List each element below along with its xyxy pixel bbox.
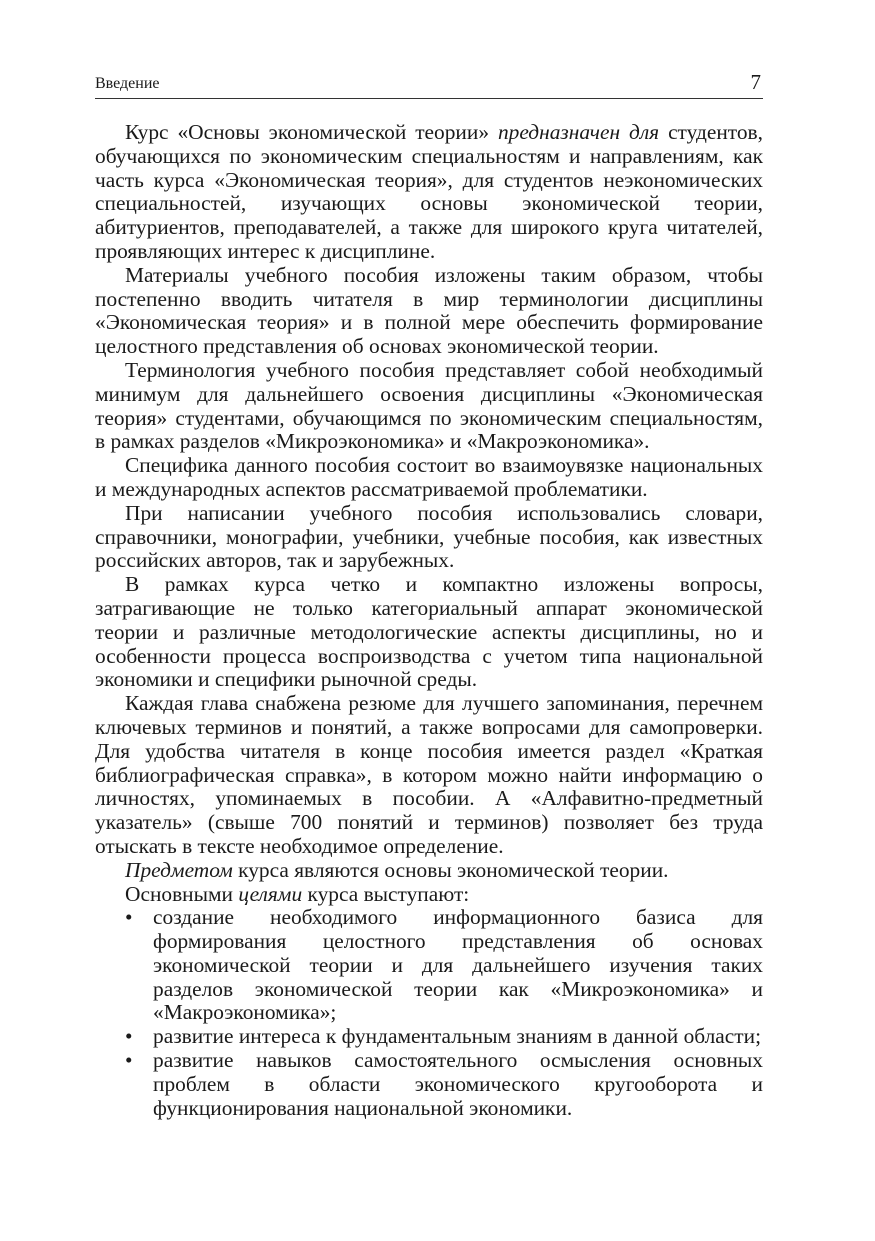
list-item: • развитие навыков самостоятельного осмысления основных проблем в области экономического кругооборота и функционирования национальной экономики. xyxy=(125,1048,763,1120)
body-text xyxy=(95,121,763,1120)
paragraph-specifics: Специфика данного пособия состоит во взаимоувязке национальных и международных аспектов рассматриваемой проблематики. xyxy=(95,453,763,501)
paragraph-terminology: Терминология учебного пособия представляет собой необходимый минимум для дальнейшего освоения дисциплины «Экономическая теория» студентами, обучающимся по экономическим специальностям, в рамках разделов «Микроэкономика» и «Макроэкономика». xyxy=(95,357,763,454)
list-item: • развитие интереса к фундаментальным знаниям в данной области; xyxy=(125,1024,762,1049)
paragraph-goals-intro: Основными целями курса выступают: xyxy=(125,881,470,906)
paragraph-materials: Материалы учебного пособия изложены таким образом, чтобы постепенно вводить читателя в мир терминологии дисциплины «Экономическая теория» и в полной мере обеспечить формирование целостного представления об основах экономической теории. xyxy=(95,262,763,359)
bullet-marker: • xyxy=(125,905,133,930)
header-section-title: Введение xyxy=(95,75,160,92)
bullet-marker: • xyxy=(125,1024,133,1049)
bullet-marker: • xyxy=(125,1048,133,1073)
list-item: • создание необходимого информационного базиса для формирования целостного представления об основах экономической теории и для дальнейшего изучения таких разделов экономической теории как «Микроэкономика» и «Макроэкономика»; xyxy=(125,905,763,1025)
paragraph-sources: При написании учебного пособия использовались словари, справочники, монографии, учебники, учебные пособия, как известных российских авторов, так и зарубежных. xyxy=(95,500,763,573)
paragraph-subject: Предметом курса являются основы экономической теории. xyxy=(125,857,669,882)
running-header xyxy=(95,70,763,99)
goals-list xyxy=(95,906,763,1120)
paragraph-structure: Каждая глава снабжена резюме для лучшего запоминания, перечнем ключевых терминов и понятий, а также вопросами для самопроверки. Для удобства читателя в конце пособия имеется раздел «Краткая библиографическая справка», в котором можно найти информацию о личностях, упоминаемых в пособии. А «Алфавитно-предметный указатель» (свыше 700 понятий и терминов) позволяет без труда отыскать в тексте необходимое определение. xyxy=(95,691,763,858)
paragraph-scope: В рамках курса четко и компактно изложены вопросы, затрагивающие не только категориальный аппарат экономической теории и различные методологические аспекты дисциплины, но и особенности процесса воспроизводства с учетом типа национальной экономики и специфики рыночной среды. xyxy=(95,572,763,692)
paragraph-purpose: Курс «Основы экономической теории» предназначен для студентов, обучающихся по экономическим специальностям и направлениям, как часть курса «Экономическая теория», для студентов неэкономических специальностей, изучающих основы экономической теории, абитуриентов, преподавателей, а также для широкого круга читателей, проявляющих интерес к дисциплине. xyxy=(95,120,764,263)
page-number: 7 xyxy=(750,70,761,94)
